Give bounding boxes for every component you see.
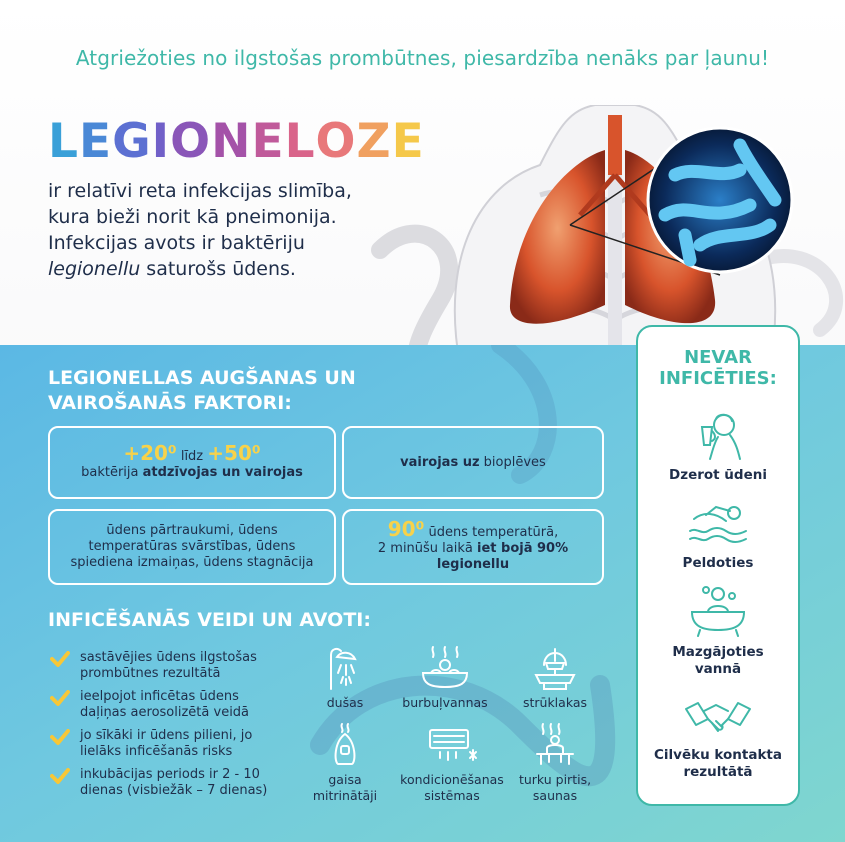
source-shower: dušas bbox=[310, 645, 380, 711]
check-icon bbox=[50, 651, 70, 667]
infection-checklist bbox=[50, 650, 310, 806]
intro-line-3: Infekcijas avots ir baktēriju bbox=[48, 232, 305, 254]
bathtub-icon bbox=[686, 582, 750, 638]
hot-tub-icon bbox=[419, 645, 471, 691]
factor-box-disruptions: ūdens pārtraukumi, ūdens temperatūras svārstības, ūdens spiediena izmaiņas, ūdens stagnācija bbox=[48, 509, 336, 585]
title-letter: E bbox=[391, 114, 425, 169]
swimming-icon bbox=[686, 497, 750, 549]
title-letter: G bbox=[112, 114, 152, 169]
factor-box-temperature: +20⁰ līdz +50⁰ baktērija atdzīvojas un vairojas bbox=[48, 426, 336, 499]
fountain-icon bbox=[530, 645, 580, 691]
intro-line-2: kura bieži norit kā pneimonija. bbox=[48, 206, 337, 228]
check-icon bbox=[50, 729, 70, 745]
title-letter: I bbox=[151, 114, 171, 169]
drinking-water-icon bbox=[688, 409, 748, 461]
title-letter: O bbox=[315, 114, 357, 169]
cannot-item-swimming: Peldoties bbox=[638, 497, 798, 572]
checklist-item: jo sīkāki ir ūdens pilieni, jo lielāks inficēšanās risks bbox=[50, 728, 310, 760]
title-letter: O bbox=[170, 114, 212, 169]
factors-heading: LEGIONELLAS AUGŠANAS UN VAIROŠANĀS FAKTORI: bbox=[48, 367, 356, 414]
title-letter: E bbox=[251, 114, 285, 169]
source-sauna: turku pirtis, saunas bbox=[510, 722, 600, 804]
title-letter: N bbox=[211, 114, 252, 169]
intro-line-4: legionellu saturošs ūdens. bbox=[48, 258, 296, 280]
panel-title: NEVAR INFICĒTIES: bbox=[659, 347, 777, 389]
intro-legionella-term: legionellu bbox=[48, 258, 141, 280]
tagline: Atgriežoties no ilgstošas prombūtnes, piesardzība nenāks par ļaunu! bbox=[75, 46, 770, 70]
sources-heading: INFICĒŠANĀS VEIDI UN AVOTI: bbox=[48, 609, 371, 631]
title-letter: E bbox=[78, 114, 113, 169]
source-fountain: strūklakas bbox=[510, 645, 600, 711]
page-title bbox=[48, 112, 425, 172]
cannot-item-bathtub: Mazgājoties vannā bbox=[638, 582, 798, 678]
source-hot-tub: burbuļvannas bbox=[390, 645, 500, 711]
checklist-item: ieelpojot inficētas ūdens daļiņas aerosolizētā veidā bbox=[50, 689, 310, 721]
checklist-item: inkubācijas periods ir 2 - 10 dienas (visbiežāk – 7 dienas) bbox=[50, 767, 310, 799]
title-letter: L bbox=[48, 114, 79, 169]
handshake-icon bbox=[684, 695, 752, 741]
source-air-conditioner: kondicionēšanas sistēmas bbox=[392, 722, 512, 804]
air-conditioner-icon bbox=[426, 722, 478, 768]
cannot-infect-panel bbox=[636, 325, 800, 806]
intro-text bbox=[48, 178, 418, 282]
cannot-item-drinking: Dzerot ūdeni bbox=[638, 409, 798, 484]
check-icon bbox=[50, 768, 70, 784]
humidifier-icon bbox=[328, 722, 362, 768]
factor-box-biofilm: vairojas uz bioplēves bbox=[342, 426, 604, 499]
factor-box-kill-temperature: 90⁰ ūdens temperatūrā, 2 minūšu laikā iet bojā 90% legionellu bbox=[342, 509, 604, 585]
check-icon bbox=[50, 690, 70, 706]
source-humidifier: gaisa mitrinātāji bbox=[300, 722, 390, 804]
shower-icon bbox=[325, 645, 365, 691]
title-letter: Z bbox=[356, 114, 392, 169]
cannot-item-contact: Cilvēku kontakta rezultātā bbox=[638, 695, 798, 781]
sauna-icon bbox=[533, 722, 577, 768]
title-letter: L bbox=[284, 114, 316, 169]
checklist-item: sastāvējies ūdens ilgstošas prombūtnes rezultātā bbox=[50, 650, 310, 682]
intro-line-1: ir relatīvi reta infekcijas slimība, bbox=[48, 180, 352, 202]
